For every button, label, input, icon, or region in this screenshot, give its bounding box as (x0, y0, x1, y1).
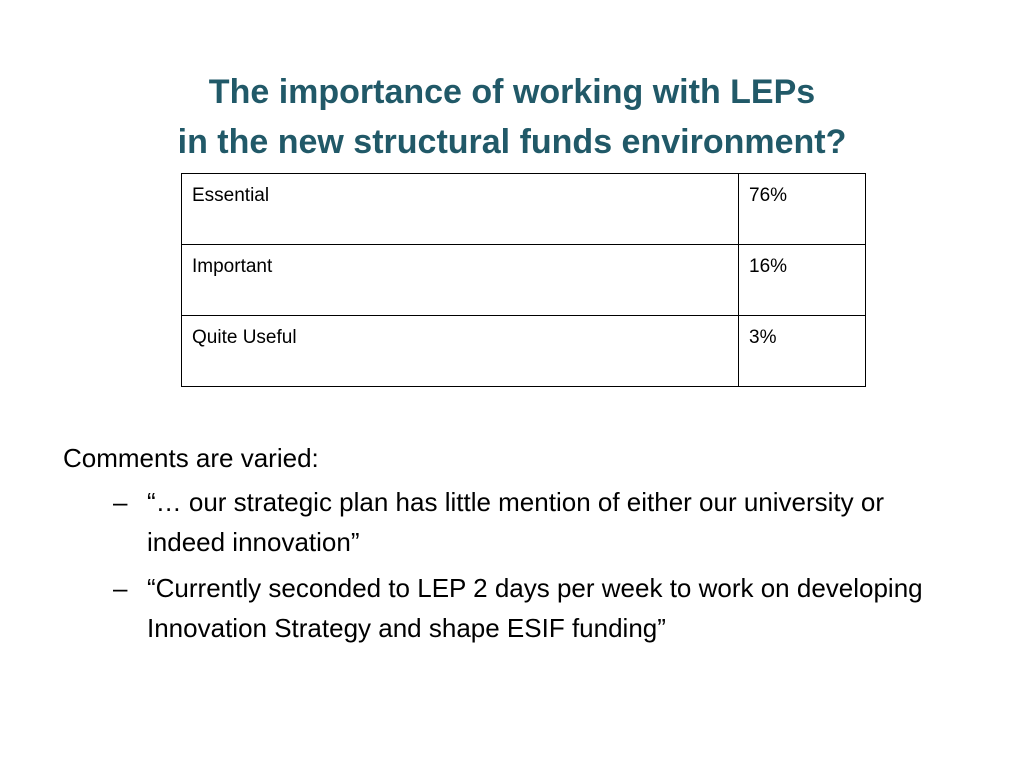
quote-text: “Currently seconded to LEP 2 days per week to work on developing Innovation Strategy and shape ESIF funding” (147, 573, 923, 643)
slide-title (0, 67, 1024, 167)
row-value: 76% (739, 174, 866, 245)
quote-list (63, 482, 963, 648)
comments-heading: Comments are varied: (63, 443, 319, 473)
title-line-2: in the new structural funds environment? (177, 122, 847, 161)
results-table (181, 173, 866, 387)
list-item (63, 568, 963, 648)
table-row (182, 174, 866, 245)
row-value: 3% (739, 316, 866, 387)
title-line-1: The importance of working with LEPs (208, 72, 816, 111)
row-label: Quite Useful (182, 316, 739, 387)
row-label: Essential (182, 174, 739, 245)
dash-bullet: – (113, 573, 128, 603)
row-value: 16% (739, 245, 866, 316)
table-row (182, 316, 866, 387)
row-label: Important (182, 245, 739, 316)
comments-section (63, 438, 963, 654)
dash-bullet: – (113, 487, 128, 517)
table-row (182, 245, 866, 316)
quote-text: “… our strategic plan has little mention of either our university or indeed innovation” (147, 487, 885, 557)
list-item (63, 482, 963, 562)
